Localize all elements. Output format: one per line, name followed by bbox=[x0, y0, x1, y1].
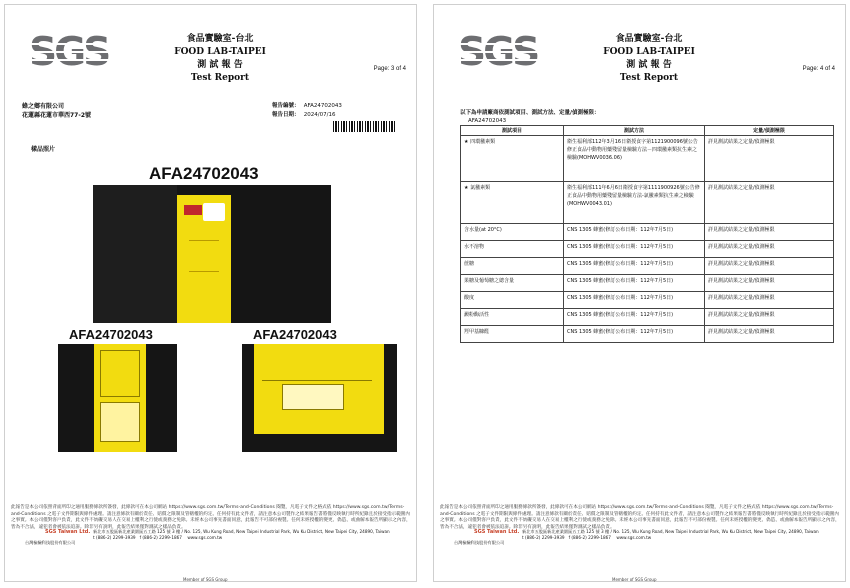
lab-name-en: FOOD LAB-TAIPEI bbox=[174, 47, 266, 57]
cell-item: ★ 氯黴素類 bbox=[461, 182, 564, 224]
sample-photo-side bbox=[58, 344, 177, 452]
cell-method: 衛生福利部111年6月6日衛授食字第1111900926號公告修正食品中動物用藥殘留量檢驗方法-氯黴素類抗生素之檢驗(MOHWV0043.01) bbox=[564, 182, 705, 224]
footer-company: SGS Taiwan Ltd. bbox=[45, 529, 91, 535]
table-row bbox=[461, 258, 834, 275]
cell-method: CNS 1305 蜂蜜(修訂公布日期：112年7月5日) bbox=[564, 326, 705, 343]
cell-limit: 詳見測試結果之定量/偵測極限 bbox=[705, 309, 834, 326]
report-title-en: Test Report bbox=[190, 73, 250, 83]
cell-method: CNS 1305 蜂蜜(修訂公布日期：112年7月5日) bbox=[564, 309, 705, 326]
cell-limit: 詳見測試結果之定量/偵測極限 bbox=[705, 292, 834, 309]
cell-method: CNS 1305 蜂蜜(修訂公布日期：112年7月5日) bbox=[564, 224, 705, 241]
report-title-en: Test Report bbox=[619, 73, 679, 83]
footer-member: Member of SGS Group bbox=[183, 577, 228, 582]
sample-photo-title: 樣品照片 bbox=[31, 146, 56, 153]
report-no-label: 報告編號： bbox=[272, 103, 300, 109]
photo-id-right: AFA24702043 bbox=[253, 327, 337, 342]
table-row bbox=[461, 309, 834, 326]
col-header-limit: 定量/偵測極限 bbox=[705, 126, 834, 136]
cell-item: 羥甲基糠醛 bbox=[461, 326, 564, 343]
lab-name-cn: 食品實驗室-台北 bbox=[615, 34, 683, 44]
table-row bbox=[461, 241, 834, 258]
report-date: 2024/07/16 bbox=[303, 112, 336, 118]
report-meta bbox=[272, 102, 342, 120]
cell-item: 水不溶物 bbox=[461, 241, 564, 258]
sample-photo-label bbox=[242, 344, 397, 452]
table-row bbox=[461, 182, 834, 224]
cell-item: 澱粉酶活性 bbox=[461, 309, 564, 326]
report-header bbox=[135, 33, 305, 85]
cell-limit: 詳見測試結果之定量/偵測極限 bbox=[705, 326, 834, 343]
table-row bbox=[461, 292, 834, 309]
col-header-item: 測試項目 bbox=[461, 126, 564, 136]
sample-id: AFA24702043 bbox=[468, 118, 507, 124]
report-header bbox=[564, 33, 734, 85]
table-row bbox=[461, 136, 834, 182]
photo-id-main: AFA24702043 bbox=[149, 164, 259, 183]
table-intro: 以下為申請廠商依測試項目、測試方法、定量/偵測極限： bbox=[460, 110, 600, 116]
cell-method: CNS 1305 蜂蜜(修訂公布日期：112年7月5日) bbox=[564, 292, 705, 309]
footer-company-cn: 台灣檢驗科技股份有限公司 bbox=[25, 540, 76, 545]
cell-item: 蔗糖 bbox=[461, 258, 564, 275]
footer-address: 新北市五股區新北產業園區五工路 125 號 3 樓 / No. 125, Wu Kung Road, New Taipei Industrial Park, Wu Ku District, New Taipei City, 24890, Taiwan t (886-2) 2299-3939 f (886-2) 2299-1867 www.sgs.com.tw bbox=[522, 529, 819, 540]
cell-method: CNS 1305 蜂蜜(修訂公布日期：112年7月5日) bbox=[564, 241, 705, 258]
cell-limit: 詳見測試結果之定量/偵測極限 bbox=[705, 136, 834, 182]
cell-limit: 詳見測試結果之定量/偵測極限 bbox=[705, 275, 834, 292]
report-page-3 bbox=[4, 4, 417, 582]
sample-photo-front bbox=[93, 185, 331, 323]
lab-name-en: FOOD LAB-TAIPEI bbox=[603, 47, 695, 57]
footer-member: Member of SGS Group bbox=[612, 577, 657, 582]
lab-name-cn: 食品實驗室-台北 bbox=[186, 34, 254, 44]
cell-limit: 詳見測試結果之定量/偵測極限 bbox=[705, 182, 834, 224]
client-address: 花蓮縣花蓮市華西77-2號 bbox=[22, 112, 92, 119]
barcode bbox=[333, 121, 395, 132]
report-date-label: 報告日期： bbox=[272, 112, 300, 118]
sgs-logo bbox=[458, 29, 538, 77]
col-header-method: 測試方法 bbox=[564, 126, 705, 136]
table-row bbox=[461, 275, 834, 292]
footer-disclaimer: 此報告是本公司依照背面所印之通用服務條款所簽發，此條款可在本公司網站 https://www.sgs.com.tw/Terms-and-Conditions 閱覽，凡電子文件之格式依 https://www.sgs.com.tw/Terms-and-Conditions 之電子文件期限與條件處理。請注意條款有關於責任、賠償之限制及管轄權的約定。任何持有此文件者，請注意本公司製作之結果報告書將僅反映執行時所紀錄且於接受指示範圍內之事實。本公司僅對客戶負責，此文件不妨礙交易人在交易上權利之行使或義務之免除。未經本公司事先書面同意，此報告不可部份複製。任何未經授權的變更、偽造、或曲解本報告所顯示之內容，皆為不合法，違犯者會被依法追訴。除非另有說明，此報告結果僅對測試之樣品負責。 bbox=[440, 505, 840, 530]
footer-address: 新北市五股區新北產業園區五工路 125 號 3 樓 / No. 125, Wu Kung Road, New Taipei Industrial Park, Wu Ku District, New Taipei City, 24890, Taiwan t (886-2) 2299-3939 f (886-2) 2299-1867 www.sgs.com.tw bbox=[93, 529, 390, 540]
report-page-4 bbox=[433, 4, 846, 582]
cell-limit: 詳見測試結果之定量/偵測極限 bbox=[705, 241, 834, 258]
report-title-cn: 測 試 報 告 bbox=[197, 60, 243, 70]
photo-id-left: AFA24702043 bbox=[69, 327, 153, 342]
cell-item: 含水量(at 20°C) bbox=[461, 224, 564, 241]
table-header-row bbox=[461, 126, 834, 136]
client-info bbox=[22, 102, 91, 120]
cell-method: 衛生福利部112年3月16日衛授食字第1121900096號公告修正食品中動物用藥殘留量檢驗方法－四環黴素類抗生素之檢驗(MOHWV0036.06) bbox=[564, 136, 705, 182]
test-method-table bbox=[460, 125, 834, 343]
page-number: Page: 3 of 4 bbox=[373, 66, 406, 72]
report-title-cn: 測 試 報 告 bbox=[626, 60, 672, 70]
cell-method: CNS 1305 蜂蜜(修訂公布日期：112年7月5日) bbox=[564, 258, 705, 275]
cell-limit: 詳見測試結果之定量/偵測極限 bbox=[705, 258, 834, 275]
cell-method: CNS 1305 蜂蜜(修訂公布日期：112年7月5日) bbox=[564, 275, 705, 292]
page-number: Page: 4 of 4 bbox=[802, 66, 835, 72]
report-no: AFA24702043 bbox=[303, 103, 342, 109]
cell-item: 酸度 bbox=[461, 292, 564, 309]
cell-limit: 詳見測試結果之定量/偵測極限 bbox=[705, 224, 834, 241]
cell-item: ★ 四環黴素類 bbox=[461, 136, 564, 182]
footer-company-cn: 台灣檢驗科技股份有限公司 bbox=[454, 540, 505, 545]
footer-disclaimer: 此報告是本公司依照背面所印之通用服務條款所簽發，此條款可在本公司網站 https://www.sgs.com.tw/Terms-and-Conditions 閱覽，凡電子文件之格式依 https://www.sgs.com.tw/Terms-and-Conditions 之電子文件期限與條件處理。請注意條款有關於責任、賠償之限制及管轄權的約定。任何持有此文件者，請注意本公司製作之結果報告書將僅反映執行時所紀錄且於接受指示範圍內之事實。本公司僅對客戶負責，此文件不妨礙交易人在交易上權利之行使或義務之免除。未經本公司事先書面同意，此報告不可部份複製。任何未經授權的變更、偽造、或曲解本報告所顯示之內容，皆為不合法，違犯者會被依法追訴。除非另有說明，此報告結果僅對測試之樣品負責。 bbox=[11, 505, 411, 530]
table-row bbox=[461, 224, 834, 241]
cell-item: 果糖及葡萄糖之總含量 bbox=[461, 275, 564, 292]
client-name: 蜂之鄉有限公司 bbox=[22, 103, 65, 110]
footer-company: SGS Taiwan Ltd. bbox=[474, 529, 520, 535]
table-row bbox=[461, 326, 834, 343]
sgs-logo bbox=[29, 29, 109, 77]
